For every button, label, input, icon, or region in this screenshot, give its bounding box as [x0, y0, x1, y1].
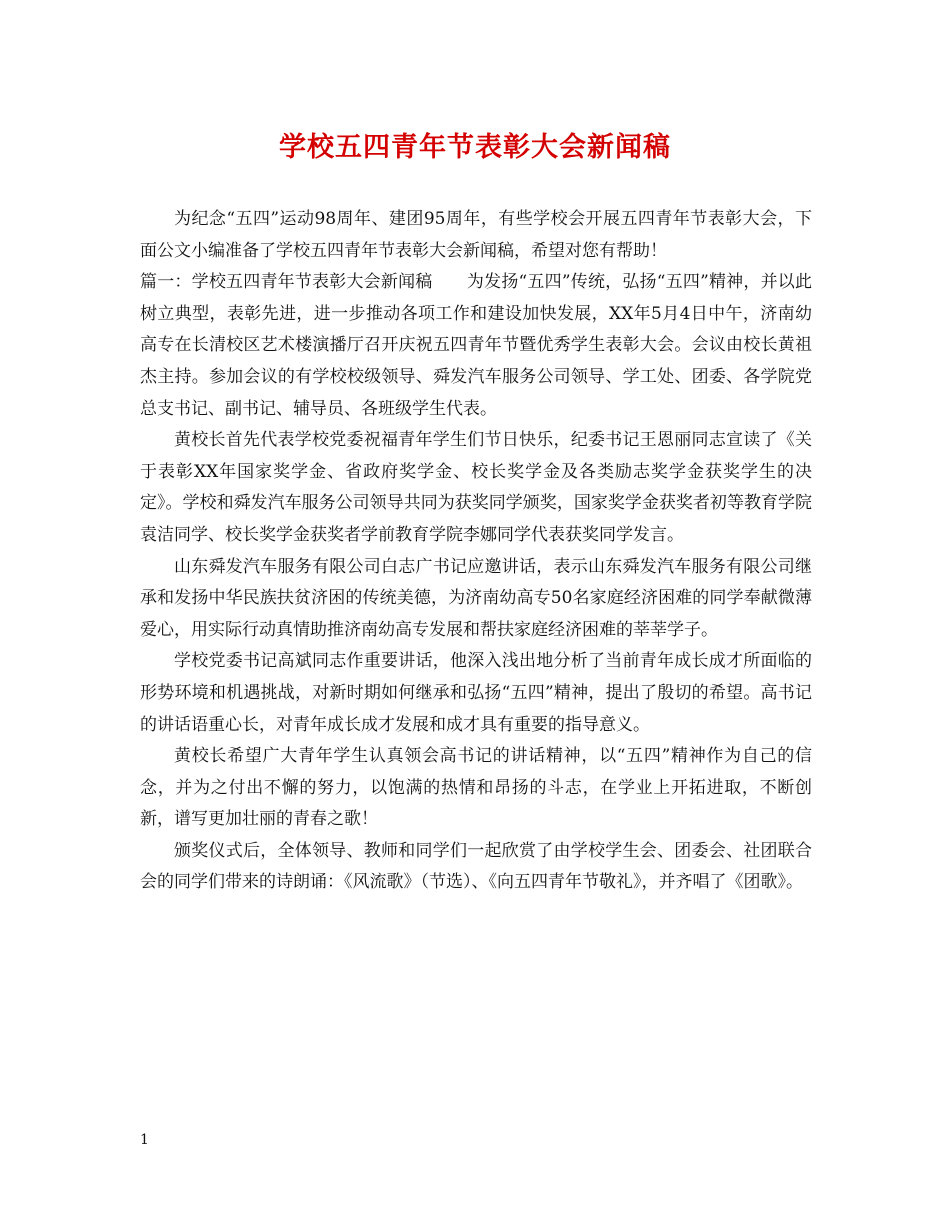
paragraph-ceremony: 颁奖仪式后，全体领导、教师和同学们一起欣赏了由学校学生会、团委会、社团联合会的同学们带来的诗朗诵：《风流歌》（节选）、《向五四青年节敬礼》，并齐唱了《团歌》。 — [140, 840, 812, 893]
paragraph-part-one: 篇一：学校五四青年节表彰大会新闻稿 为发扬“五四”传统，弘扬“五四”精神，并以此树立典型，表彰先进，进一步推动各项工作和建设加快发展，XX年5月4日中午，济南幼高专在长清校区艺术楼演播厅召开庆祝五四青年节暨优秀学生表彰大会。会议由校长黄祖杰主持。参加会议的有学校校级领导、舜发汽车服务公司领导、学工处、团委、各学院党总支书记、副书记、辅导员、各班级学生代表。 — [140, 272, 812, 419]
paragraph-company-speech: 山东舜发汽车服务有限公司白志广书记应邀讲话，表示山东舜发汽车服务有限公司继承和发扬中华民族扶贫济困的传统美德，为济南幼高专50名家庭经济困难的同学奉献微薄爱心，用实际行动真情助推济南幼高专发展和帮扶家庭经济困难的莘莘学子。 — [140, 556, 812, 640]
page-number: 1 — [140, 1132, 149, 1148]
document-title: 学校五四青年节表彰大会新闻稿 — [279, 132, 671, 163]
paragraph-awards: 黄校长首先代表学校党委祝福青年学生们节日快乐，纪委书记王恩丽同志宣读了《关于表彰XX年国家奖学金、省政府奖学金、校长奖学金及各类励志奖学金获奖学生的决定》。学校和舜发汽车服务公司领导共同为获奖同学颁奖，国家奖学金获奖者初等教育学院袁洁同学、校长奖学金获奖者学前教育学院李娜同学代表获奖同学发言。 — [140, 430, 812, 545]
paragraph-secretary-speech: 学校党委书记高斌同志作重要讲话，他深入浅出地分析了当前青年成长成才所面临的形势环境和机遇挑战，对新时期如何继承和弘扬“五四”精神，提出了殷切的希望。高书记的讲话语重心长，对青年成长成才发展和成才具有重要的指导意义。 — [140, 651, 812, 735]
document-body — [140, 204, 812, 899]
paragraph-intro: 为纪念“五四”运动98周年、建团95周年，有些学校会开展五四青年节表彰大会，下面公文小编准备了学校五四青年节表彰大会新闻稿，希望对您有帮助！ — [140, 209, 812, 261]
paragraph-president-hope: 黄校长希望广大青年学生认真领会高书记的讲话精神，以“五四”精神作为自己的信念，并为之付出不懈的努力，以饱满的热情和昂扬的斗志，在学业上开拓进取，不断创新，谱写更加壮丽的青春之歌！ — [140, 746, 812, 830]
